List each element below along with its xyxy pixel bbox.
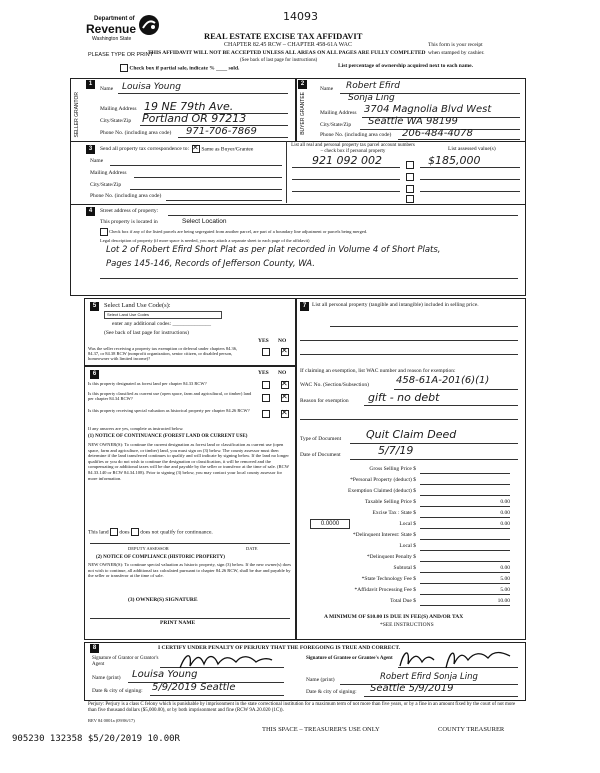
- grantee-name-label: Name (print): [306, 677, 335, 683]
- assessed-value-field[interactable]: $185,000: [428, 154, 481, 167]
- taxable-price-label: Taxable Selling Price $: [364, 499, 416, 505]
- certify-statement: I CERTIFY UNDER PENALTY OF PERJURY THAT THE FOREGOING IS TRUE AND CORRECT.: [158, 645, 401, 651]
- total-due-value[interactable]: 10.00: [497, 598, 510, 604]
- seller-side-label: SELLER GRANTOR: [74, 92, 80, 138]
- grantee-signature[interactable]: [398, 646, 518, 672]
- seller-city-label: City/State/Zip: [100, 118, 132, 124]
- type-or-print: PLEASE TYPE OR PRINT: [88, 52, 154, 58]
- forest-question: Is this property designated as forest land per chapter 84.33 RCW?: [88, 381, 207, 386]
- section-5-number: 5: [90, 302, 99, 311]
- notice-continuance-text: NEW OWNER(S): To continue the current designation as forest land or classification as current use (open space, farm and agriculture, or timber) land, you must sign on (3) below. The county assessor must then determine if the land transferred continues to qualify and will indicate by signing below. If the land no longer qualifies or you do not wish to continue the designation or classification, it will be removed and the compensating or additional taxes will be due and payable by the seller or transferor at the time of sale. (RCW 84.33.140 or RCW 84.34.108). Prior to signing (3) below, you may contact your local county assessor for more information.: [88, 442, 289, 481]
- warning-line: THIS AFFIDAVIT WILL NOT BE ACCEPTED UNLESS ALL AREAS ON ALL PAGES ARE FULLY COMPLETED: [148, 50, 426, 56]
- same-as-buyer-checkbox[interactable]: ✕ Same as Buyer/Grantee: [192, 145, 253, 153]
- grantee-date-label: Date & city of signing:: [306, 689, 357, 695]
- cashier-stamp: 905230 132358 $5/20/2019 10.00R: [12, 734, 180, 744]
- section-7-number: 7: [300, 302, 309, 311]
- current-use-yes-checkbox[interactable]: [262, 394, 270, 402]
- location-select[interactable]: Select Location: [182, 218, 227, 225]
- delinquent-penalty-label: *Delinquent Penalty $: [366, 554, 416, 560]
- revenue-logo-text: Revenue: [86, 22, 137, 36]
- located-in-label: This property is located in: [100, 219, 158, 225]
- historic-yes-checkbox[interactable]: [262, 410, 270, 418]
- technology-fee-label: *State Technology Fee $: [361, 576, 416, 582]
- receipt-note-1: This form is your receipt: [428, 42, 483, 48]
- washington-state-label: Washington State: [92, 36, 132, 42]
- gross-selling-price-label: Gross Selling Price $: [369, 466, 416, 472]
- parcel-personal-checkbox-1[interactable]: [406, 161, 414, 169]
- historic-question: Is this property receiving special valuation as historical property per chapter 84.26 RCW?: [88, 408, 250, 413]
- additional-codes[interactable]: enter any additional codes: ______________: [112, 321, 211, 327]
- doc-type-label: Type of Document: [300, 436, 342, 442]
- buyer-mailing-field[interactable]: 3704 Magnolia Blvd West: [364, 104, 492, 115]
- current-use-question: Is this property classified as current use (open space, farm and agricultural, or timber) land per chapter 84.34 RCW?: [88, 391, 252, 401]
- minimum-due-note: A MINIMUM OF $10.00 IS DUE IN FEE(S) AND/OR TAX: [324, 614, 464, 620]
- personal-property-deduct-label: *Personal Property (deduct) $: [350, 477, 416, 483]
- notice-compliance-title: (2) NOTICE OF COMPLIANCE (HISTORIC PROPERTY): [96, 555, 225, 560]
- exempt-no-checkbox[interactable]: [281, 348, 289, 356]
- s3-name-label: Name: [90, 158, 104, 164]
- seller-city-field[interactable]: Portland OR 97213: [142, 112, 247, 125]
- buyer-phone-label: Phone No. (including area code): [320, 132, 392, 138]
- grantor-date-label: Date & city of signing:: [92, 688, 143, 694]
- delinquent-interest-local-label: Local $: [399, 543, 416, 549]
- dept-of-label: Department of: [94, 16, 135, 22]
- grantor-signature-label: Signature of Grantor or Grantor's Agent: [92, 656, 159, 667]
- wac-label: WAC No. (Section/Subsection): [300, 382, 369, 388]
- doc-date-field[interactable]: 5/7/19: [378, 444, 414, 457]
- grantee-name-field[interactable]: Robert Efird Sonja Ling: [380, 672, 478, 682]
- handwritten-number: 14093: [283, 10, 318, 23]
- buyer-name-field-2[interactable]: Sonja Ling: [348, 93, 395, 103]
- seller-name-label: Name: [100, 86, 114, 92]
- buyer-phone-field[interactable]: 206-484-4078: [402, 128, 473, 139]
- county-treasurer-label: COUNTY TREASURER: [438, 726, 505, 733]
- s6-yes-label: YES: [258, 370, 269, 376]
- buyer-mailing-label: Mailing Address: [320, 110, 357, 116]
- total-due-label: Total Due $: [390, 598, 416, 604]
- excise-state-label: Excise Tax : State $: [372, 510, 416, 516]
- does-checkbox[interactable]: [110, 528, 118, 536]
- see-back-line: (See back of last page for instructions): [240, 58, 318, 63]
- processing-fee-value[interactable]: 5.00: [500, 587, 510, 593]
- local-rate-field[interactable]: 0.0000: [310, 519, 350, 529]
- doc-date-label: Date of Document: [300, 452, 341, 458]
- seller-mailing-field[interactable]: 19 NE 79th Ave.: [144, 100, 234, 113]
- s3-mailing-label: Mailing Address: [90, 170, 127, 176]
- send-correspondence-label: Send all property tax correspondence to:: [100, 146, 190, 152]
- answers-yes-note: If any answers are yes, complete as instructed below.: [88, 426, 184, 431]
- grantee-signature-label: Signature of Grantee or Grantee's Agent: [306, 656, 393, 661]
- personal-property-label: List all personal property (tangible and intangible) included in selling price.: [312, 302, 479, 308]
- seller-mailing-label: Mailing Address: [100, 106, 137, 112]
- buyer-side-label: BUYER GRANTEE: [300, 92, 306, 135]
- forest-yes-checkbox[interactable]: [262, 381, 270, 389]
- ownership-label: List percentage of ownership acquired next to each name.: [338, 63, 473, 69]
- land-use-select[interactable]: Select Land Use Codes: [104, 311, 222, 319]
- form-number: REV 84 0001a (09/06/17): [88, 718, 135, 723]
- form-title: REAL ESTATE EXCISE TAX AFFIDAVIT: [204, 31, 363, 41]
- seller-name-field[interactable]: Louisa Young: [122, 82, 181, 92]
- s5-yes-label: YES: [258, 338, 269, 344]
- treasurer-space-label: THIS SPACE – TREASURER'S USE ONLY: [262, 726, 380, 733]
- see-instructions-note: *SEE INSTRUCTIONS: [380, 622, 434, 628]
- processing-fee-label: *Affidavit Processing Fee $: [354, 587, 416, 593]
- excise-local-label: Local $: [399, 521, 416, 527]
- print-name-label: PRINT NAME: [160, 620, 196, 626]
- s5-no-label: NO: [278, 338, 287, 344]
- receipt-note-2: when stamped by cashier.: [428, 50, 485, 56]
- s3-phone-label: Phone No. (including area code): [90, 193, 162, 199]
- does-not-checkbox[interactable]: [131, 528, 139, 536]
- notice-continuance-title: (1) NOTICE OF CONTINUANCE (FOREST LAND OR CURRENT USE): [88, 434, 248, 439]
- chapter-line: CHAPTER 82.45 RCW – CHAPTER 458-61A WAC: [224, 42, 352, 48]
- buyer-name-field-1[interactable]: Robert Efird: [346, 81, 401, 91]
- land-use-see-back: (See back of last page for instructions): [104, 330, 189, 336]
- grantee-date-field[interactable]: Seattle 5/9/2019: [370, 683, 454, 694]
- seller-phone-field[interactable]: 971-706-7869: [186, 126, 257, 137]
- notice-compliance-text: NEW OWNER(S): To continue special valuation as historic property, sign (3) below. If the new owner(s) does not wish to continue, all additional tax calculated pursuant to chapter 84.26 RCW, shall be due and payable by the seller or transferor at the time of sale.: [88, 562, 292, 579]
- exemption-claimed-label: Exemption Claimed (deduct) $: [348, 488, 416, 494]
- section-2-number: 2: [298, 80, 307, 89]
- parcel-personal-checkbox-3[interactable]: [406, 185, 414, 193]
- reason-field[interactable]: gift - no debt: [368, 391, 440, 404]
- buyer-city-label: City/State/Zip: [320, 122, 352, 128]
- technology-fee-value[interactable]: 5.00: [500, 576, 510, 582]
- seller-phone-label: Phone No. (including area code): [100, 130, 172, 136]
- partial-sale-checkbox[interactable]: Check box if partial sale, indicate % ____ sold.: [120, 64, 239, 72]
- grantor-name-label: Name (print): [92, 675, 121, 681]
- perjury-statement: Perjury: Perjury is a class C felony which is punishable by imprisonment in the state correctional institution for a maximum term of not more than five years, or by a fine in an amount fixed by the court of not more than five thousand dollars ($5,000.00), or by both imprisonment and fine (RCW 9A.20.020 (1C)).: [88, 702, 516, 713]
- legal-description-label: Legal description of property (if more space is needed, you may attach a separate sheet to each page of the affidavit): [100, 238, 310, 243]
- section-8-number: 8: [90, 644, 99, 653]
- wac-number-field[interactable]: 458-61A-201(6)(1): [396, 375, 490, 386]
- buyer-name-label: Name: [320, 86, 334, 92]
- parcel-header: List all real and personal property tax parcel account numbers – check box if personal property: [291, 143, 415, 154]
- current-use-no-checkbox[interactable]: [281, 394, 289, 402]
- legal-description-line-2[interactable]: Pages 145-146, Records of Jefferson County, WA.: [106, 259, 315, 269]
- doc-type-field[interactable]: Quit Claim Deed: [366, 428, 457, 441]
- s6-no-label: NO: [278, 370, 287, 376]
- owner-signature-label: (3) OWNER(S) SIGNATURE: [128, 597, 198, 603]
- section-4-number: 4: [86, 207, 95, 216]
- parcel-number-field[interactable]: 921 092 002: [312, 154, 382, 167]
- deputy-assessor-label: DEPUTY ASSESSOR: [128, 546, 169, 551]
- section-1-number: 1: [86, 80, 95, 89]
- deputy-date-label: DATE: [246, 546, 258, 551]
- delinquent-interest-state-label: *Delinquent Interest: State $: [352, 532, 416, 538]
- taxable-price-value[interactable]: 0.00: [500, 499, 510, 505]
- land-qualify-row: This land does does not qualify for continuance.: [88, 529, 213, 536]
- land-use-label: Select Land Use Code(s):: [104, 302, 171, 309]
- subtotal-label: Subtotal $: [393, 565, 416, 571]
- reason-label: Reason for exemption: [300, 398, 349, 404]
- assessed-header: List assessed value(s): [448, 146, 496, 152]
- exemption-question: Was the seller receiving a property tax exemption or deferral under chapters 84.36, 84.37, or 84.38 RCW (nonprofit organization, senior citizen, or disabled person, homeowner with limited income)?: [88, 346, 238, 361]
- street-address-label: Street address of property:: [100, 208, 159, 214]
- parcel-personal-checkbox-2[interactable]: [406, 173, 414, 181]
- claiming-exemption-label: If claiming an exemption, list WAC number and reason for exemption:: [300, 368, 456, 374]
- excise-state-value[interactable]: 0.00: [500, 510, 510, 516]
- buyer-city-field[interactable]: Seattle WA 98199: [368, 116, 458, 127]
- grantor-name-field[interactable]: Louisa Young: [132, 669, 198, 680]
- legal-description-line-1[interactable]: Lot 2 of Robert Efird Short Plat as per plat recorded in Volume 4 of Short Plats,: [106, 245, 441, 255]
- historic-no-checkbox[interactable]: [281, 410, 289, 418]
- excise-local-value[interactable]: 0.00: [500, 521, 510, 527]
- parcel-personal-checkbox-4[interactable]: [406, 195, 414, 203]
- subtotal-value[interactable]: 0.00: [500, 565, 510, 571]
- exempt-yes-checkbox[interactable]: [262, 348, 270, 356]
- section-6-number: 6: [90, 370, 99, 379]
- s3-city-label: City/State/Zip: [90, 182, 122, 188]
- grantor-date-field[interactable]: 5/9/2019 Seattle: [152, 682, 236, 693]
- forest-no-checkbox[interactable]: [281, 381, 289, 389]
- revenue-logo-icon: [138, 14, 160, 38]
- segregated-checkbox[interactable]: Check box if any of the listed parcels are being segregated from another parcel, are part of a boundary line adjustment or parcels being merged.: [100, 228, 367, 236]
- section-3-number: 3: [86, 145, 95, 154]
